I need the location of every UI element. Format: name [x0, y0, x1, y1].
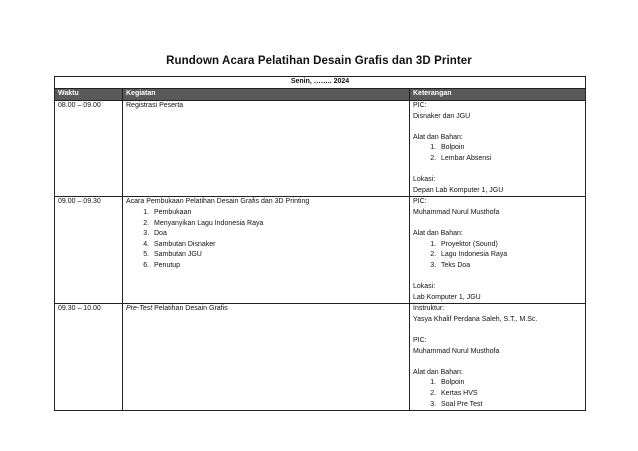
time-cell: 09.00 – 09.30 — [55, 197, 123, 304]
materials-label: Alat dan Bahan: — [413, 368, 463, 376]
date-cell: Senin, …….. 2024 — [55, 77, 586, 89]
list-item: 3. Teks Doa — [438, 261, 582, 272]
header-kegiatan: Kegiatan — [123, 89, 410, 101]
list-item: 2. Menyanyikan Lagu Indonesia Raya — [151, 219, 406, 230]
rundown-table — [54, 76, 586, 411]
pic-label: PIC: — [413, 198, 427, 206]
list-item: 2. Kertas HVS — [438, 389, 582, 400]
table-row — [55, 101, 586, 197]
list-item: 2. Lembar Absensi — [438, 154, 582, 165]
list-item: 1. Proyektor (Sound) — [438, 240, 582, 251]
materials-list — [413, 240, 582, 272]
list-item: 1. Pembukaan — [151, 208, 406, 219]
time-cell: 08.00 – 09.00 — [55, 101, 123, 197]
header-row — [55, 89, 586, 101]
document-title: Rundown Acara Pelatihan Desain Grafis dan 3D Printer — [166, 55, 472, 67]
notes-cell — [410, 197, 586, 304]
header-keterangan: Keterangan — [410, 89, 586, 101]
list-item: 1. Bolpoin — [438, 378, 582, 389]
list-item: 2. Lagu Indonesia Raya — [438, 250, 582, 261]
instructor-label: Instruktur: — [413, 305, 445, 313]
pic-value: Muhammad Nurul Musthofa — [413, 208, 500, 216]
list-item: 3. Soal Pre Test — [438, 400, 582, 411]
pic-value: Disnaker dan JGU — [413, 112, 471, 120]
activity-italic-text: Pre-Test — [126, 305, 153, 313]
notes-cell — [410, 101, 586, 197]
activity-cell — [123, 197, 410, 304]
activity-rest-text: Pelatihan Desain Grafis — [152, 305, 228, 313]
table-row — [55, 304, 586, 411]
location-label: Lokasi: — [413, 283, 436, 291]
activity-text: Registrasi Peserta — [126, 102, 184, 109]
materials-list — [413, 143, 582, 164]
pic-label: PIC: — [413, 102, 427, 109]
header-waktu: Waktu — [55, 89, 123, 101]
location-value: Depan Lab Komputer 1, JGU — [413, 186, 504, 194]
activity-cell — [123, 101, 410, 197]
pic-value: Muhammad Nurul Musthofa — [413, 347, 500, 355]
time-cell: 09.30 – 10.00 — [55, 304, 123, 411]
table-row — [55, 197, 586, 304]
list-item: 5. Sambutan JGU — [151, 250, 406, 261]
materials-label: Alat dan Bahan: — [413, 230, 463, 238]
activity-list — [126, 208, 406, 272]
notes-cell — [410, 304, 586, 411]
date-row — [55, 77, 586, 89]
activity-cell — [123, 304, 410, 411]
location-label: Lokasi: — [413, 176, 436, 184]
instructor-value: Yasya Khalif Perdana Saleh, S.T., M.Sc. — [413, 315, 538, 323]
activity-text: Acara Pembukaan Pelatihan Desain Grafis dan 3D Printing — [126, 198, 310, 206]
location-value: Lab Komputer 1, JGU — [413, 293, 481, 301]
activity-text — [126, 304, 406, 315]
materials-list — [413, 378, 582, 410]
list-item: 4. Sambutan Disnaker — [151, 240, 406, 251]
list-item: 6. Penutup — [151, 261, 406, 272]
list-item: 3. Doa — [151, 229, 406, 240]
materials-label: Alat dan Bahan: — [413, 133, 463, 141]
list-item: 1. Bolpoin — [438, 143, 582, 154]
pic-label: PIC: — [413, 337, 427, 345]
